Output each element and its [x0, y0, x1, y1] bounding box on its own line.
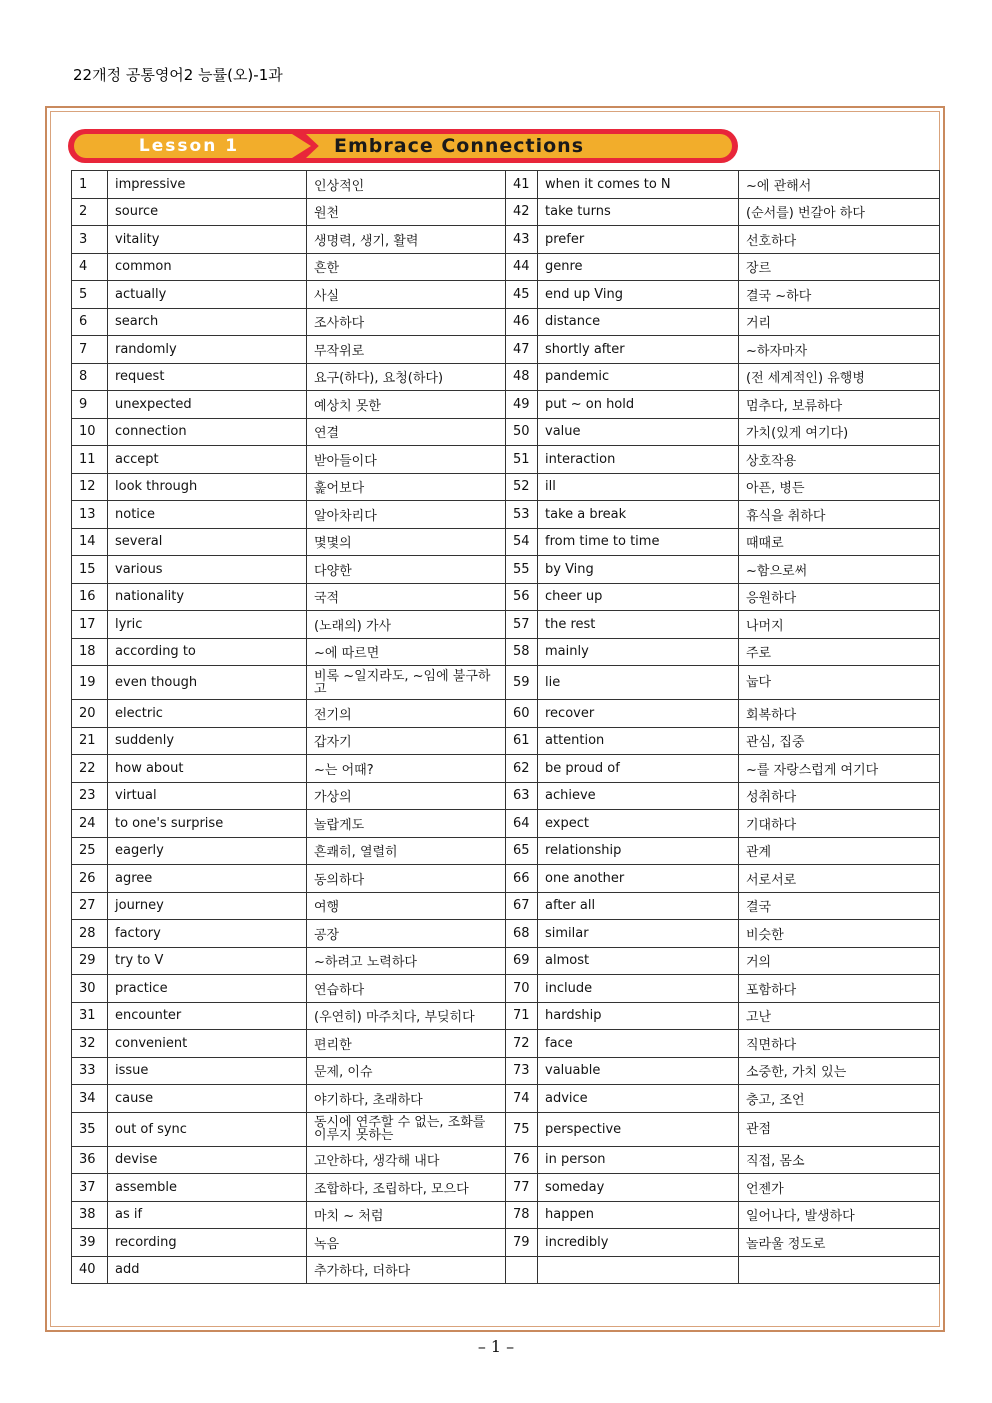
table-row — [72, 281, 940, 309]
word-number: 75 — [506, 1112, 538, 1146]
korean-meaning: 장르 — [739, 253, 940, 281]
word-number: 67 — [506, 892, 538, 920]
word-number: 38 — [72, 1201, 108, 1229]
korean-meaning: 기대하다 — [739, 810, 940, 838]
table-row — [72, 1085, 940, 1113]
word-number: 26 — [72, 865, 108, 893]
word-number: 43 — [506, 226, 538, 254]
korean-meaning: 동의하다 — [307, 865, 506, 893]
english-word: interaction — [538, 446, 739, 474]
korean-meaning: 직접, 몸소 — [739, 1146, 940, 1174]
korean-meaning: (전 세계적인) 유행병 — [739, 363, 940, 391]
table-row — [72, 501, 940, 529]
table-row — [72, 1112, 940, 1146]
english-word: accept — [108, 446, 307, 474]
english-word: agree — [108, 865, 307, 893]
word-number: 33 — [72, 1057, 108, 1085]
english-word: factory — [108, 920, 307, 948]
korean-meaning: 비록 ~일지라도, ~임에 불구하고 — [307, 666, 506, 700]
table-row — [72, 975, 940, 1003]
korean-meaning: 거의 — [739, 947, 940, 975]
word-number: 23 — [72, 782, 108, 810]
word-number: 56 — [506, 583, 538, 611]
word-number: 13 — [72, 501, 108, 529]
english-word: hardship — [538, 1002, 739, 1030]
english-word: assemble — [108, 1174, 307, 1202]
word-number: 74 — [506, 1085, 538, 1113]
korean-meaning: 아픈, 병든 — [739, 473, 940, 501]
word-number: 37 — [72, 1174, 108, 1202]
korean-meaning: ~하자마자 — [739, 336, 940, 364]
word-number: 1 — [72, 171, 108, 199]
page-number: – 1 – — [477, 1337, 515, 1356]
korean-meaning: 관점 — [739, 1112, 940, 1146]
word-number: 20 — [72, 700, 108, 728]
korean-meaning: 원천 — [307, 198, 506, 226]
korean-meaning — [739, 1256, 940, 1284]
english-word: someday — [538, 1174, 739, 1202]
korean-meaning: 흔쾌히, 열렬히 — [307, 837, 506, 865]
korean-meaning: 연결 — [307, 418, 506, 446]
english-word: eagerly — [108, 837, 307, 865]
word-number: 71 — [506, 1002, 538, 1030]
korean-meaning: 눕다 — [739, 666, 940, 700]
english-word: recording — [108, 1229, 307, 1257]
word-number: 68 — [506, 920, 538, 948]
korean-meaning: 갑자기 — [307, 727, 506, 755]
korean-meaning: 연습하다 — [307, 975, 506, 1003]
korean-meaning: 서로서로 — [739, 865, 940, 893]
word-number: 30 — [72, 975, 108, 1003]
korean-meaning: 놀랍게도 — [307, 810, 506, 838]
table-row — [72, 226, 940, 254]
word-number: 29 — [72, 947, 108, 975]
korean-meaning: 공장 — [307, 920, 506, 948]
word-number: 9 — [72, 391, 108, 419]
word-number: 45 — [506, 281, 538, 309]
english-word: achieve — [538, 782, 739, 810]
english-word: happen — [538, 1201, 739, 1229]
korean-meaning: 관심, 집중 — [739, 727, 940, 755]
english-word: in person — [538, 1146, 739, 1174]
korean-meaning: 무작위로 — [307, 336, 506, 364]
english-word: several — [108, 528, 307, 556]
word-number: 25 — [72, 837, 108, 865]
table-row — [72, 528, 940, 556]
english-word: the rest — [538, 611, 739, 639]
korean-meaning: 상호작용 — [739, 446, 940, 474]
korean-meaning: 주로 — [739, 638, 940, 666]
korean-meaning: 전기의 — [307, 700, 506, 728]
table-row — [72, 1002, 940, 1030]
english-word: convenient — [108, 1030, 307, 1058]
korean-meaning: 결국 — [739, 892, 940, 920]
korean-meaning: 가상의 — [307, 782, 506, 810]
korean-meaning: 나머지 — [739, 611, 940, 639]
table-row — [72, 810, 940, 838]
korean-meaning: 조합하다, 조립하다, 모으다 — [307, 1174, 506, 1202]
word-number: 4 — [72, 253, 108, 281]
word-number: 66 — [506, 865, 538, 893]
table-row — [72, 198, 940, 226]
english-word: try to V — [108, 947, 307, 975]
english-word: incredibly — [538, 1229, 739, 1257]
english-word: when it comes to N — [538, 171, 739, 199]
korean-meaning: 알아차리다 — [307, 501, 506, 529]
word-number: 12 — [72, 473, 108, 501]
word-number: 73 — [506, 1057, 538, 1085]
word-number: 53 — [506, 501, 538, 529]
english-word: to one's surprise — [108, 810, 307, 838]
korean-meaning: 야기하다, 초래하다 — [307, 1085, 506, 1113]
english-word: put ~ on hold — [538, 391, 739, 419]
english-word: virtual — [108, 782, 307, 810]
table-row — [72, 666, 940, 700]
word-number — [506, 1256, 538, 1284]
korean-meaning: 때때로 — [739, 528, 940, 556]
word-number: 28 — [72, 920, 108, 948]
english-word: out of sync — [108, 1112, 307, 1146]
english-word: after all — [538, 892, 739, 920]
word-number: 59 — [506, 666, 538, 700]
korean-meaning: 고안하다, 생각해 내다 — [307, 1146, 506, 1174]
korean-meaning: ~하려고 노력하다 — [307, 947, 506, 975]
table-row — [72, 1057, 940, 1085]
word-number: 61 — [506, 727, 538, 755]
english-word: electric — [108, 700, 307, 728]
table-row — [72, 1256, 940, 1284]
english-word: nationality — [108, 583, 307, 611]
word-number: 54 — [506, 528, 538, 556]
word-number: 79 — [506, 1229, 538, 1257]
korean-meaning: 휴식을 취하다 — [739, 501, 940, 529]
word-number: 60 — [506, 700, 538, 728]
vocabulary-table-body — [72, 171, 940, 1284]
table-row — [72, 391, 940, 419]
english-word: advice — [538, 1085, 739, 1113]
korean-meaning: 비슷한 — [739, 920, 940, 948]
english-word: issue — [108, 1057, 307, 1085]
word-number: 34 — [72, 1085, 108, 1113]
korean-meaning: 일어나다, 발생하다 — [739, 1201, 940, 1229]
english-word: take turns — [538, 198, 739, 226]
document-header: 22개정 공통영어2 능률(오)-1과 — [73, 66, 283, 84]
word-number: 7 — [72, 336, 108, 364]
table-row — [72, 1146, 940, 1174]
table-row — [72, 253, 940, 281]
korean-meaning: 회복하다 — [739, 700, 940, 728]
english-word: relationship — [538, 837, 739, 865]
word-number: 62 — [506, 755, 538, 783]
english-word: distance — [538, 308, 739, 336]
english-word: unexpected — [108, 391, 307, 419]
word-number: 44 — [506, 253, 538, 281]
korean-meaning: 인상적인 — [307, 171, 506, 199]
korean-meaning: (순서를) 번갈아 하다 — [739, 198, 940, 226]
english-word: lie — [538, 666, 739, 700]
word-number: 10 — [72, 418, 108, 446]
english-word: connection — [108, 418, 307, 446]
word-number: 78 — [506, 1201, 538, 1229]
korean-meaning: 예상치 못한 — [307, 391, 506, 419]
korean-meaning: 직면하다 — [739, 1030, 940, 1058]
korean-meaning: 문제, 이슈 — [307, 1057, 506, 1085]
word-number: 6 — [72, 308, 108, 336]
word-number: 18 — [72, 638, 108, 666]
korean-meaning: (우연히) 마주치다, 부딪히다 — [307, 1002, 506, 1030]
table-row — [72, 556, 940, 584]
english-word: add — [108, 1256, 307, 1284]
word-number: 5 — [72, 281, 108, 309]
table-row — [72, 837, 940, 865]
word-number: 77 — [506, 1174, 538, 1202]
korean-meaning: 생명력, 생기, 활력 — [307, 226, 506, 254]
korean-meaning: 추가하다, 더하다 — [307, 1256, 506, 1284]
english-word: source — [108, 198, 307, 226]
table-row — [72, 755, 940, 783]
korean-meaning: 사실 — [307, 281, 506, 309]
table-row — [72, 782, 940, 810]
word-number: 8 — [72, 363, 108, 391]
table-row — [72, 418, 940, 446]
word-number: 64 — [506, 810, 538, 838]
table-row — [72, 865, 940, 893]
table-row — [72, 308, 940, 336]
korean-meaning: ~는 어때? — [307, 755, 506, 783]
english-word: shortly after — [538, 336, 739, 364]
word-number: 16 — [72, 583, 108, 611]
english-word: valuable — [538, 1057, 739, 1085]
korean-meaning: 놀라울 정도로 — [739, 1229, 940, 1257]
korean-meaning: 멈추다, 보류하다 — [739, 391, 940, 419]
korean-meaning: 몇몇의 — [307, 528, 506, 556]
word-number: 58 — [506, 638, 538, 666]
word-number: 49 — [506, 391, 538, 419]
word-number: 72 — [506, 1030, 538, 1058]
korean-meaning: (노래의) 가사 — [307, 611, 506, 639]
english-word: journey — [108, 892, 307, 920]
word-number: 2 — [72, 198, 108, 226]
word-number: 11 — [72, 446, 108, 474]
word-number: 69 — [506, 947, 538, 975]
english-word: pandemic — [538, 363, 739, 391]
word-number: 14 — [72, 528, 108, 556]
lesson-number: Lesson 1 — [138, 136, 240, 156]
korean-meaning: 거리 — [739, 308, 940, 336]
korean-meaning: 고난 — [739, 1002, 940, 1030]
korean-meaning: 여행 — [307, 892, 506, 920]
table-row — [72, 1030, 940, 1058]
word-number: 40 — [72, 1256, 108, 1284]
english-word: be proud of — [538, 755, 739, 783]
english-word — [538, 1256, 739, 1284]
korean-meaning: 소중한, 가치 있는 — [739, 1057, 940, 1085]
english-word: according to — [108, 638, 307, 666]
korean-meaning: ~함으로써 — [739, 556, 940, 584]
korean-meaning: 국적 — [307, 583, 506, 611]
english-word: genre — [538, 253, 739, 281]
english-word: as if — [108, 1201, 307, 1229]
word-number: 63 — [506, 782, 538, 810]
english-word: perspective — [538, 1112, 739, 1146]
korean-meaning: 선호하다 — [739, 226, 940, 254]
table-row — [72, 1174, 940, 1202]
korean-meaning: 성취하다 — [739, 782, 940, 810]
table-row — [72, 1201, 940, 1229]
word-number: 22 — [72, 755, 108, 783]
english-word: expect — [538, 810, 739, 838]
korean-meaning: 녹음 — [307, 1229, 506, 1257]
word-number: 55 — [506, 556, 538, 584]
english-word: mainly — [538, 638, 739, 666]
korean-meaning: ~에 관해서 — [739, 171, 940, 199]
word-number: 35 — [72, 1112, 108, 1146]
english-word: devise — [108, 1146, 307, 1174]
english-word: actually — [108, 281, 307, 309]
word-number: 19 — [72, 666, 108, 700]
word-number: 48 — [506, 363, 538, 391]
english-word: common — [108, 253, 307, 281]
english-word: how about — [108, 755, 307, 783]
korean-meaning: ~를 자랑스럽게 여기다 — [739, 755, 940, 783]
word-number: 50 — [506, 418, 538, 446]
english-word: randomly — [108, 336, 307, 364]
word-number: 3 — [72, 226, 108, 254]
korean-meaning: 받아들이다 — [307, 446, 506, 474]
word-number: 36 — [72, 1146, 108, 1174]
table-row — [72, 171, 940, 199]
table-row — [72, 700, 940, 728]
korean-meaning: 훑어보다 — [307, 473, 506, 501]
english-word: take a break — [538, 501, 739, 529]
english-word: request — [108, 363, 307, 391]
word-number: 70 — [506, 975, 538, 1003]
word-number: 76 — [506, 1146, 538, 1174]
english-word: value — [538, 418, 739, 446]
english-word: one another — [538, 865, 739, 893]
korean-meaning: 조사하다 — [307, 308, 506, 336]
word-number: 52 — [506, 473, 538, 501]
table-row — [72, 947, 940, 975]
table-row — [72, 363, 940, 391]
korean-meaning: 동시에 연주할 수 없는, 조화를 이루지 못하는 — [307, 1112, 506, 1146]
english-word: cause — [108, 1085, 307, 1113]
table-row — [72, 727, 940, 755]
english-word: prefer — [538, 226, 739, 254]
korean-meaning: 충고, 조언 — [739, 1085, 940, 1113]
table-row — [72, 473, 940, 501]
english-word: even though — [108, 666, 307, 700]
english-word: look through — [108, 473, 307, 501]
korean-meaning: 흔한 — [307, 253, 506, 281]
word-number: 47 — [506, 336, 538, 364]
korean-meaning: 편리한 — [307, 1030, 506, 1058]
english-word: by Ving — [538, 556, 739, 584]
word-number: 42 — [506, 198, 538, 226]
english-word: suddenly — [108, 727, 307, 755]
korean-meaning: ~에 따르면 — [307, 638, 506, 666]
english-word: almost — [538, 947, 739, 975]
english-word: attention — [538, 727, 739, 755]
vocabulary-table — [71, 170, 940, 1284]
english-word: vitality — [108, 226, 307, 254]
table-row — [72, 583, 940, 611]
lesson-title: Embrace Connections — [334, 135, 585, 157]
word-number: 57 — [506, 611, 538, 639]
english-word: impressive — [108, 171, 307, 199]
korean-meaning: 가치(있게 여기다) — [739, 418, 940, 446]
english-word: practice — [108, 975, 307, 1003]
word-number: 27 — [72, 892, 108, 920]
korean-meaning: 다양한 — [307, 556, 506, 584]
table-row — [72, 920, 940, 948]
english-word: encounter — [108, 1002, 307, 1030]
word-number: 65 — [506, 837, 538, 865]
english-word: face — [538, 1030, 739, 1058]
word-number: 15 — [72, 556, 108, 584]
word-number: 46 — [506, 308, 538, 336]
korean-meaning: 결국 ~하다 — [739, 281, 940, 309]
word-number: 41 — [506, 171, 538, 199]
word-number: 32 — [72, 1030, 108, 1058]
english-word: cheer up — [538, 583, 739, 611]
word-number: 21 — [72, 727, 108, 755]
word-number: 39 — [72, 1229, 108, 1257]
english-word: notice — [108, 501, 307, 529]
word-number: 24 — [72, 810, 108, 838]
word-number: 17 — [72, 611, 108, 639]
english-word: various — [108, 556, 307, 584]
table-row — [72, 446, 940, 474]
korean-meaning: 포함하다 — [739, 975, 940, 1003]
english-word: similar — [538, 920, 739, 948]
english-word: lyric — [108, 611, 307, 639]
english-word: end up Ving — [538, 281, 739, 309]
english-word: search — [108, 308, 307, 336]
korean-meaning: 요구(하다), 요청(하다) — [307, 363, 506, 391]
table-row — [72, 1229, 940, 1257]
english-word: recover — [538, 700, 739, 728]
word-number: 51 — [506, 446, 538, 474]
table-row — [72, 611, 940, 639]
korean-meaning: 응원하다 — [739, 583, 940, 611]
korean-meaning: 언젠가 — [739, 1174, 940, 1202]
table-row — [72, 336, 940, 364]
word-number: 31 — [72, 1002, 108, 1030]
english-word: ill — [538, 473, 739, 501]
korean-meaning: 마치 ~ 처럼 — [307, 1201, 506, 1229]
english-word: from time to time — [538, 528, 739, 556]
table-row — [72, 638, 940, 666]
korean-meaning: 관계 — [739, 837, 940, 865]
table-row — [72, 892, 940, 920]
english-word: include — [538, 975, 739, 1003]
